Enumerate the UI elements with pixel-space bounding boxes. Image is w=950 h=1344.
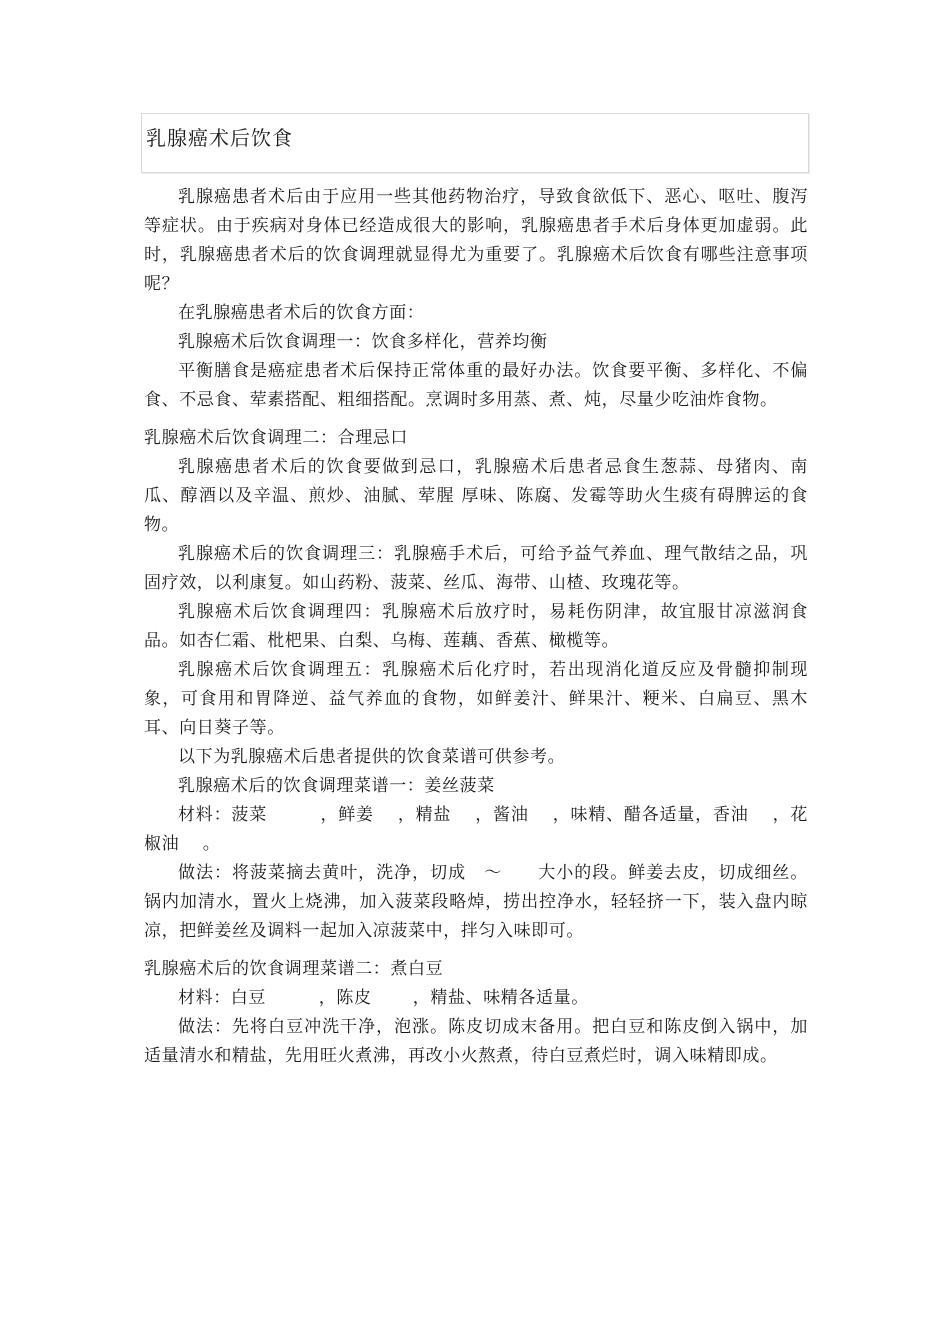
document-body xyxy=(144,183,808,1071)
paragraph-heading-3: 乳腺癌术后的饮食调理三：乳腺癌手术后，可给予益气养血、理气散结之品，巩固疗效，以利康复。如山药粉、菠菜、丝瓜、海带、山楂、玫瑰花等。 xyxy=(144,544,808,593)
paragraph-heading-5: 乳腺癌术后饮食调理五：乳腺癌术后化疗时，若出现消化道反应及骨髓抑制现象，可食用和胃降逆、益气养血的食物，如鲜姜汁、鲜果汁、粳米、白扁豆、黑木耳、向日葵子等。 xyxy=(144,660,808,738)
paragraph-recipe-2-method: 做法：先将白豆冲洗干净，泡涨。陈皮切成末备用。把白豆和陈皮倒入锅中，加适量清水和精盐，先用旺火煮沸，再改小火熬煮，待白豆煮烂时，调入味精即成。 xyxy=(144,1017,808,1066)
paragraph-heading-4: 乳腺癌术后饮食调理四：乳腺癌术后放疗时，易耗伤阴津，故宜服甘凉滋润食品。如杏仁霜、枇杷果、白梨、乌梅、莲藕、香蕉、橄榄等。 xyxy=(144,602,808,651)
title-box xyxy=(141,113,809,173)
paragraph-recipe-2-title: 乳腺癌术后的饮食调理菜谱二：煮白豆 xyxy=(144,959,444,979)
paragraph-recipe-1-title: 乳腺癌术后的饮食调理菜谱一：姜丝菠菜 xyxy=(178,776,495,796)
paragraph-avoid-foods: 乳腺癌患者术后的饮食要做到忌口，乳腺癌术后患者忌食生葱蒜、母猪肉、南瓜、醇酒以及辛温、煎炒、油腻、荤腥 厚味、陈腐、发霉等助火生痰有碍脾运的食物。 xyxy=(144,457,808,535)
paragraph-recipe-2-ingredients: 材料：白豆 ，陈皮 ，精盐、味精各适量。 xyxy=(178,988,589,1008)
paragraph-recipe-1-method: 做法：将菠菜摘去黄叶，洗净，切成 ～ 大小的段。鲜姜去皮，切成细丝。锅内加清水，置火上烧沸，加入菠菜段略焯，捞出控净水，轻轻挤一下，装入盘内晾凉，把鲜姜丝及调料一起加入凉菠菜中，拌匀入味即可。 xyxy=(144,863,808,941)
paragraph-intro: 乳腺癌患者术后由于应用一些其他药物治疗，导致食欲低下、恶心、呕吐、腹泻等症状。由于疾病对身体已经造成很大的影响，乳腺癌患者手术后身体更加虚弱。此时，乳腺癌患者术后的饮食调理就显得尤为重要了。乳腺癌术后饮食有哪些注意事项呢？ xyxy=(144,187,808,294)
paragraph-balanced-diet: 平衡膳食是癌症患者术后保持正常体重的最好办法。饮食要平衡、多样化、不偏食、不忌食、荤素搭配、粗细搭配。烹调时多用蒸、煮、炖，尽量少吃油炸食物。 xyxy=(144,361,808,410)
paragraph-recipe-1-ingredients: 材料：菠菜 ，鲜姜 ，精盐 ，酱油 ，味精、醋各适量，香油 ，花椒油 。 xyxy=(144,805,808,854)
paragraph-recipe-intro: 以下为乳腺癌术后患者提供的饮食菜谱可供参考。 xyxy=(178,747,566,767)
paragraph-diet-aspect: 在乳腺癌患者术后的饮食方面： xyxy=(178,303,425,323)
paragraph-heading-1: 乳腺癌术后饮食调理一：饮食多样化，营养均衡 xyxy=(178,332,548,352)
document-title: 乳腺癌术后饮食 xyxy=(146,126,293,150)
paragraph-heading-2: 乳腺癌术后饮食调理二：合理忌口 xyxy=(144,428,408,448)
